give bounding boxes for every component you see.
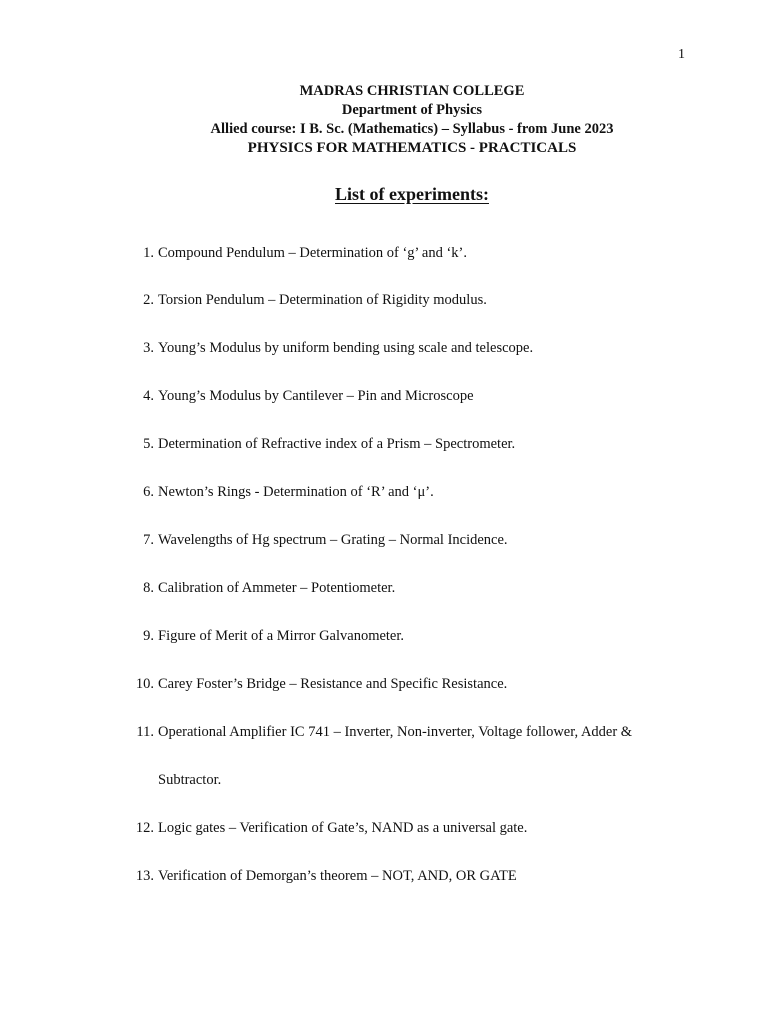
document-header bbox=[0, 82, 768, 158]
subject-title: PHYSICS FOR MATHEMATICS - PRACTICALS bbox=[247, 140, 577, 156]
item-text: Young’s Modulus by uniform bending using scale and telescope. bbox=[158, 340, 534, 356]
item-text: Newton’s Rings - Determination of ‘R’ and ‘μ’. bbox=[158, 484, 434, 500]
item-text: Calibration of Ammeter – Potentiometer. bbox=[158, 580, 396, 596]
item-number: 8. bbox=[143, 580, 154, 596]
item-text: Verification of Demorgan’s theorem – NOT, AND, OR GATE bbox=[158, 868, 517, 884]
item-number: 13. bbox=[135, 868, 154, 884]
item-number: 4. bbox=[143, 388, 154, 404]
item-text: Torsion Pendulum – Determination of Rigidity modulus. bbox=[158, 292, 487, 308]
item-number: 1. bbox=[143, 245, 154, 261]
item-text: Figure of Merit of a Mirror Galvanometer. bbox=[158, 628, 405, 644]
course-line: Allied course: I B. Sc. (Mathematics) – Syllabus - from June 2023 bbox=[210, 121, 614, 137]
item-text: Determination of Refractive index of a Prism – Spectrometer. bbox=[158, 436, 516, 452]
item-number: 2. bbox=[143, 292, 154, 308]
item-text: Carey Foster’s Bridge – Resistance and Specific Resistance. bbox=[158, 676, 508, 692]
list-title: List of experiments: bbox=[335, 184, 489, 204]
department-name: Department of Physics bbox=[341, 102, 483, 118]
item-text: Compound Pendulum – Determination of ‘g’ and ‘k’. bbox=[158, 245, 468, 261]
page-number: 1 bbox=[678, 47, 685, 62]
item-number: 9. bbox=[143, 628, 154, 644]
item-number: 11. bbox=[136, 724, 154, 740]
item-number: 7. bbox=[143, 532, 154, 548]
item-text: Operational Amplifier IC 741 – Inverter, Non-inverter, Voltage follower, Adder & bbox=[158, 724, 633, 740]
item-number: 6. bbox=[143, 484, 154, 500]
item-number: 3. bbox=[143, 340, 154, 356]
college-name: MADRAS CHRISTIAN COLLEGE bbox=[299, 83, 525, 99]
item-number: 5. bbox=[143, 436, 154, 452]
item-text: Logic gates – Verification of Gate’s, NAND as a universal gate. bbox=[158, 820, 528, 836]
item-text: Young’s Modulus by Cantilever – Pin and Microscope bbox=[158, 388, 474, 404]
item-number: 12. bbox=[135, 820, 154, 836]
item-text-continuation: Subtractor. bbox=[158, 772, 222, 788]
item-text: Wavelengths of Hg spectrum – Grating – Normal Incidence. bbox=[158, 532, 508, 548]
item-number: 10. bbox=[135, 676, 154, 692]
